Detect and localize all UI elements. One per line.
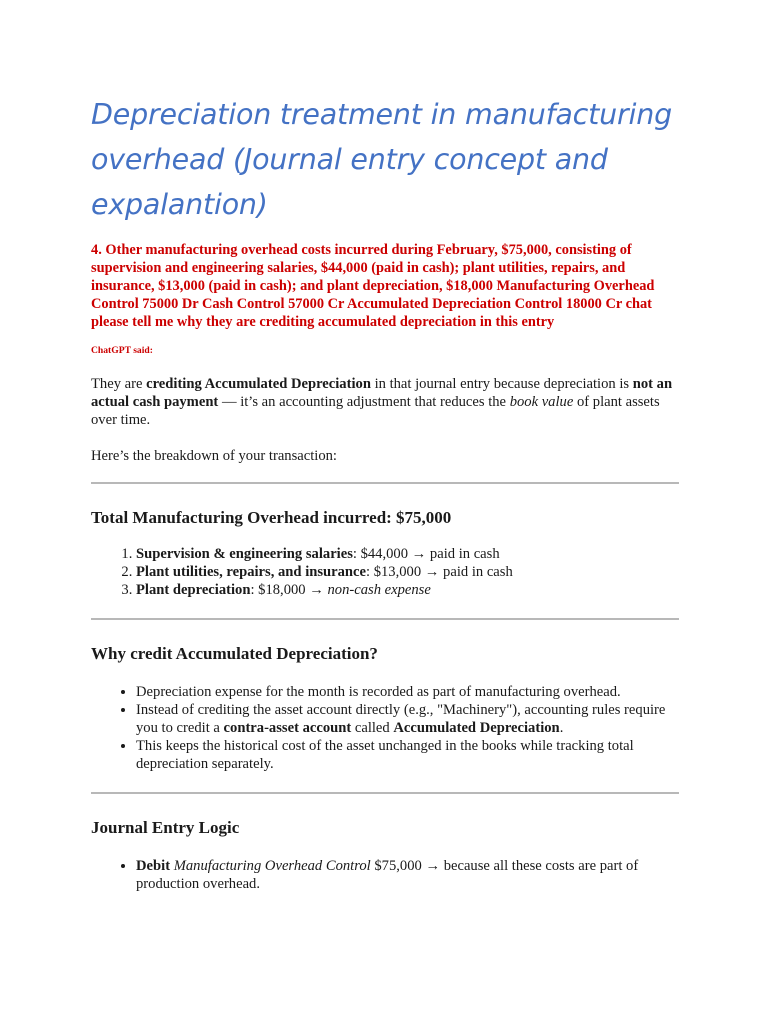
list-item-italic: non-cash expense (327, 582, 431, 598)
list-item-label: Plant depreciation (136, 582, 251, 598)
list-item-text: Instead of crediting the asset account directly (e.g., "Machinery"), accounting rules require you to credit a (136, 702, 666, 736)
list-item-bold: contra-asset account (223, 720, 352, 736)
chatgpt-said-label: ChatGPT said: (91, 345, 153, 356)
list-item-text: : $13,000 → paid in cash (366, 564, 513, 580)
intro-italic-text: book value (509, 394, 574, 410)
intro-text: They are (91, 376, 147, 392)
intro-text: in that journal entry because depreciation is (370, 376, 633, 392)
section-heading-total-overhead: Total Manufacturing Overhead incurred: $75,000 (91, 508, 452, 527)
list-item: • Depreciation expense for the month is recorded as part of manufacturing overhead. (136, 683, 679, 701)
list-item (136, 563, 679, 581)
question-text: 4. Other manufacturing overhead costs incurred during February, $75,000, consisting of supervision and engineering salaries, $44,000 (paid in cash); plant utilities, repairs, and insurance, $13,000 (paid in cash); and plant depreciation, $18,000 Manufacturing Overhead Control 75000 Dr Cash Control 57000 Cr Accumulated Depreciation Control 18000 Cr chat please tell me why they are crediting accumulated depreciation in this entry (91, 242, 655, 330)
section-divider (91, 482, 679, 484)
intro-text: of plant assets over time. (91, 394, 660, 428)
list-item-bold: Accumulated Depreciation (393, 720, 560, 736)
section-heading-why-credit: Why credit Accumulated Depreciation? (91, 644, 378, 663)
list-item-text: : $18,000 → (250, 582, 328, 598)
section-divider (91, 792, 679, 794)
section-heading-journal-entry: Journal Entry Logic (91, 818, 240, 837)
document-page (91, 92, 679, 893)
intro-text: — it’s an accounting adjustment that reduces the (218, 394, 510, 410)
list-item (136, 581, 679, 599)
list-item-bold: Debit (136, 858, 171, 874)
list-item-label: Supervision & engineering salaries (136, 546, 353, 562)
list-item (136, 545, 679, 563)
overhead-breakdown-list (91, 545, 679, 599)
list-item-text: called (351, 720, 394, 736)
intro-paragraph (91, 375, 679, 429)
list-item-text: . (559, 720, 564, 736)
list-item-italic: Manufacturing Overhead Control (173, 858, 371, 874)
breakdown-text: Here’s the breakdown of your transaction: (91, 448, 337, 464)
why-credit-list (91, 683, 679, 773)
list-item-label: Plant utilities, repairs, and insurance (136, 564, 367, 580)
list-item-text: : $44,000 → paid in cash (352, 546, 500, 562)
list-item: • This keeps the historical cost of the asset unchanged in the books while tracking total depreciation separately. (136, 737, 679, 773)
intro-bold-text: not an actual cash payment (91, 376, 673, 410)
list-item (136, 857, 679, 893)
section-divider (91, 618, 679, 620)
journal-entry-list (91, 857, 679, 893)
list-item (136, 701, 679, 737)
document-title: Depreciation treatment in manufacturing overhead (Journal entry concept and expalantion) (91, 98, 672, 221)
list-item-text: $75,000 → because all these costs are part of production overhead. (136, 858, 639, 892)
intro-bold-text: crediting Accumulated Depreciation (146, 376, 371, 392)
